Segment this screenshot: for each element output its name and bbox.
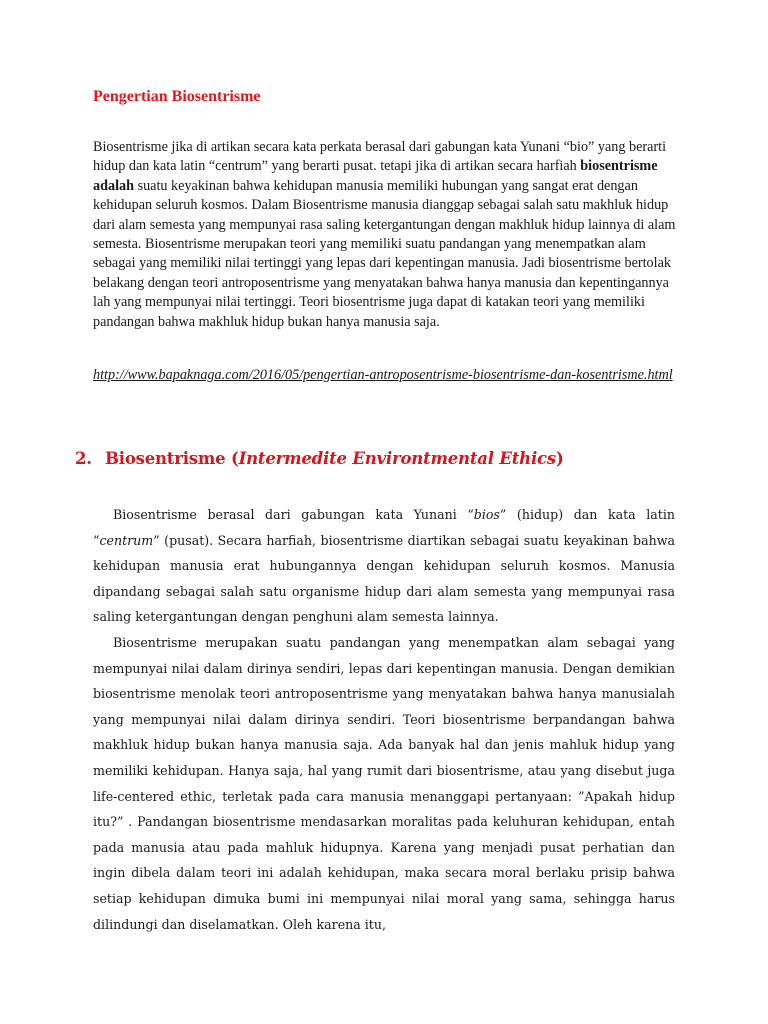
body-paragraph-1 [93, 502, 675, 630]
section-title-italic: Intermedite Environtmental Ethics [238, 449, 556, 468]
section-heading-biosentrisme [75, 449, 564, 468]
definition-bold-term: biosentrisme adalah [93, 158, 658, 194]
source-link[interactable]: http://www.bapaknaga.com/2016/05/pengertian-antroposentrisme-biosentrisme-dan-kosentrisme.html [93, 367, 673, 383]
p1-text-c: ” (pusat). Secara harfiah, biosentrisme diartikan sebagai suatu keyakinan bahwa kehidupan manusia erat hubungannya dengan kehidupan seluruh kosmos. Manusia dipandang sebagai salah satu organisme hidup dari alam semesta yang mempunyai rasa saling ketergantungan dengan penghuni alam semesta lainnya. [93, 532, 675, 625]
p1-text-a: Biosentrisme berasal dari gabungan kata Yunani “ [113, 507, 474, 522]
section-title-start: Biosentrisme ( [105, 449, 239, 468]
p1-term-bios: bios [473, 507, 500, 522]
definition-text-end: suatu keyakinan bahwa kehidupan manusia memiliki hubungan yang sangat erat dengan kehidupan seluruh kosmos. Dalam Biosentrisme manusia dianggap sebagai salah satu makhluk hidup dari alam semesta yang mempunyai rasa saling ketergantungan dengan makhluk hidup lainnya di alam semesta. Biosentrisme merupakan teori yang memiliki suatu pandangan yang menempatkan alam sebagai yang memiliki nilai tertinggi yang lepas dari kepentingan manusia. Jadi biosentrisme bertolak belakang dengan teori antroposentrisme yang menyatakan bahwa hanya manusia dan kepentingannya lah yang mempunyai nilai tertinggi. Teori biosentrisme juga dapat di katakan teori yang memiliki pandangan bahwa makhluk hidup bukan hanya manusia saja. [93, 177, 676, 330]
p1-term-centrum: centrum [99, 532, 154, 548]
section-heading-pengertian: Pengertian Biosentrisme [93, 88, 261, 105]
definition-text-start: Biosentrisme jika di artikan secara kata perkata berasal dari gabungan kata Yunani “bio” yang berarti hidup dan kata latin “centrum” yang berarti pusat. tetapi jika di artikan secara harfiah [93, 139, 667, 175]
definition-paragraph [93, 138, 683, 332]
body-paragraph-2: Biosentrisme merupakan suatu pandangan yang menempatkan alam sebagai yang mempunyai nilai dalam dirinya sendiri, lepas dari kepentingan manusia. Dengan demikian biosentrisme menolak teori antroposentrisme yang menyatakan bahwa hanya manusialah yang mempunyai nilai dalam dirinya sendiri. Teori biosentrisme berpandangan bahwa makhluk hidup bukan hanya manusia saja. Ada banyak hal dan jenis mahluk hidup yang memiliki kehidupan. Hanya saja, hal yang rumit dari biosentrisme, atau yang disebut juga life-centered ethic, terletak pada cara manusia menanggapi pertanyaan: ”Apakah hidup itu?” . Pandangan biosentrisme mendasarkan moralitas pada keluhuran kehidupan, entah pada manusia atau pada mahluk hidupnya. Karena yang menjadi pusat perhatian dan ingin dibela dalam teori ini adalah kehidupan, maka secara moral berlaku prisip bahwa setiap kehidupan dimuka bumi ini mempunyai nilai moral yang sama, sehingga harus dilindungi dan diselamatkan. Oleh karena itu, [93, 634, 675, 932]
section-number: 2. [75, 449, 92, 468]
section-body [93, 502, 675, 937]
p1-text-b: ” (hidup) dan kata latin “ [93, 507, 675, 548]
section-title-end: ) [555, 449, 564, 468]
